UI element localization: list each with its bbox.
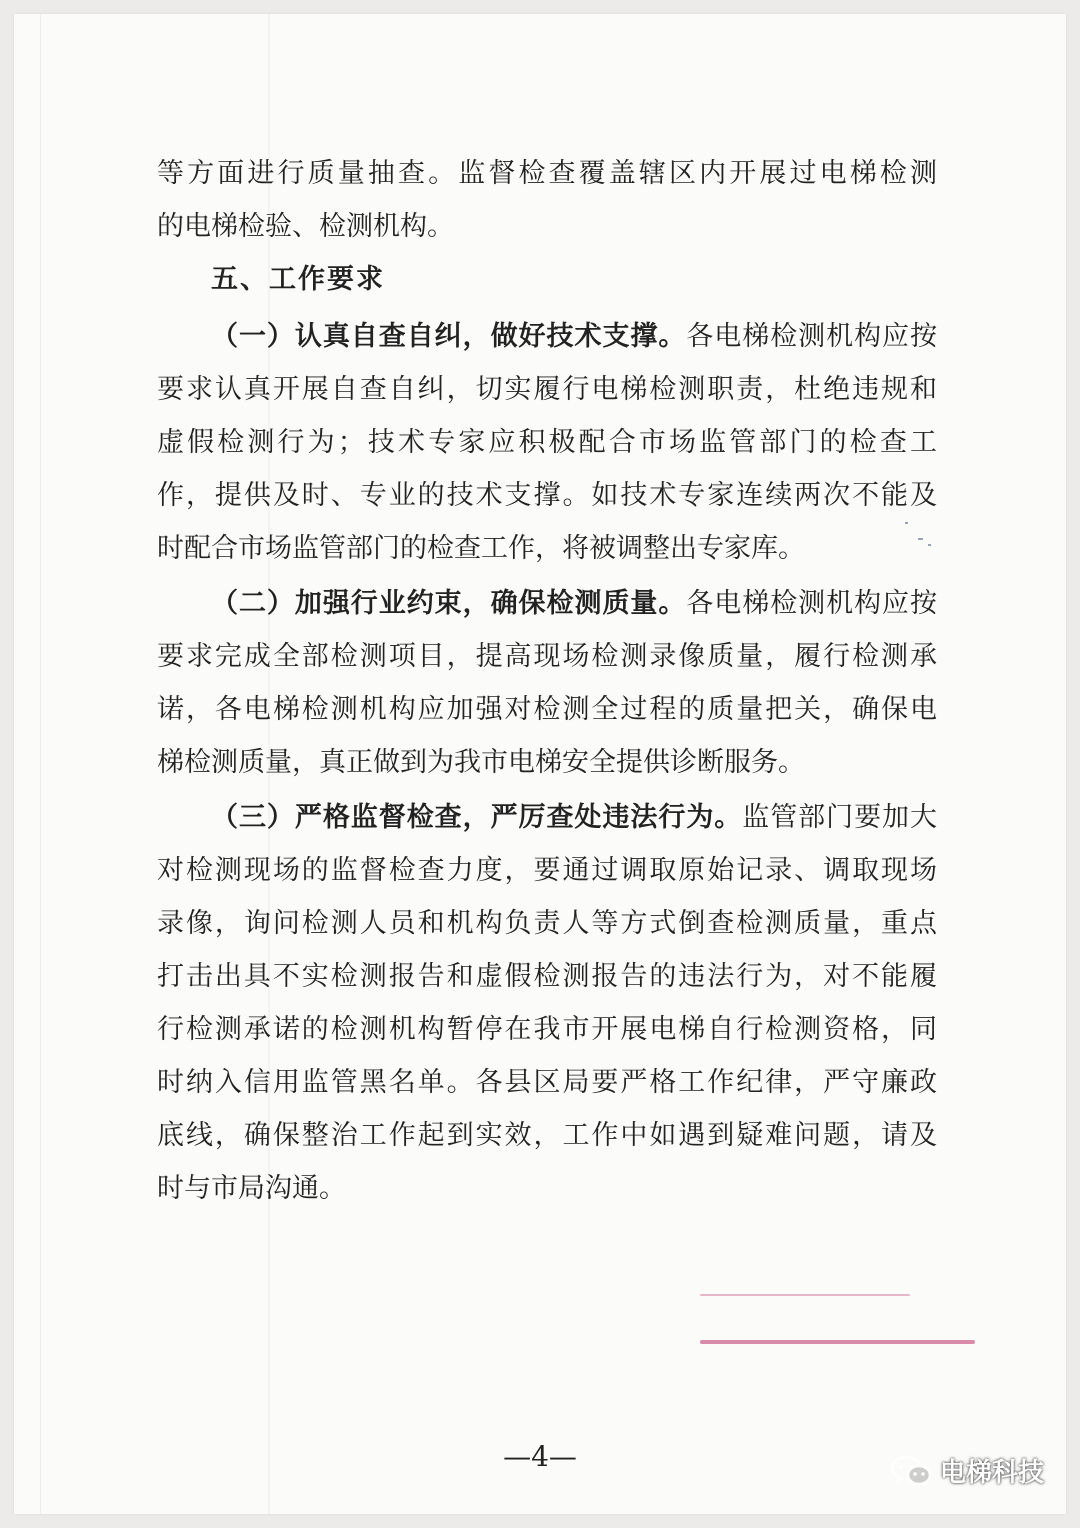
paragraph-line: 打击出具不实检测报告和虚假检测报告的违法行为，对不能履 — [157, 961, 937, 992]
paragraph-line: 时配合市场监管部门的检查工作，将被调整出专家库。 — [157, 533, 805, 564]
paragraph-line — [157, 586, 937, 622]
page-fold-line — [40, 14, 41, 1514]
paragraph-line: 虚假检测行为；技术专家应积极配合市场监管部门的检查工 — [157, 427, 937, 458]
paragraph-line: 的电梯检验、检测机构。 — [157, 211, 454, 242]
subsection-title: （二）加强行业约束，确保检测质量。 — [211, 588, 687, 619]
paragraph-line: 时纳入信用监管黑名单。各县区局要严格工作纪律，严守廉政 — [157, 1067, 937, 1098]
paragraph-line: 诺，各电梯检测机构应加强对检测全过程的质量把关，确保电 — [157, 694, 937, 725]
paragraph-line: 时与市局沟通。 — [157, 1173, 346, 1204]
paragraph-line: 作，提供及时、专业的技术支撑。如技术专家连续两次不能及 — [157, 480, 937, 511]
paragraph-text: 各电梯检测机构应按 — [686, 588, 938, 619]
section-heading: 五、工作要求 — [211, 264, 385, 295]
seal-bleed-line — [700, 1340, 975, 1344]
paragraph-text: 监管部门要加大 — [742, 802, 938, 833]
paragraph-line: 对检测现场的监督检查力度，要通过调取原始记录、调取现场 — [157, 855, 937, 886]
paragraph-line — [157, 800, 937, 836]
subsection-title: （三）严格监督检查，严厉查处违法行为。 — [211, 802, 743, 833]
page-number: —4— — [503, 1440, 577, 1473]
paragraph-line: 行检测承诺的检测机构暂停在我市开展电梯自行检测资格，同 — [157, 1014, 937, 1045]
paragraph-text: 各电梯检测机构应按 — [686, 321, 938, 352]
paragraph-line: 底线，确保整治工作起到实效，工作中如遇到疑难问题，请及 — [157, 1120, 937, 1151]
paragraph-line: 梯检测质量，真正做到为我市电梯安全提供诊断服务。 — [157, 747, 805, 778]
wechat-icon — [890, 1454, 932, 1488]
paragraph-line: 要求认真开展自查自纠，切实履行电梯检测职责，杜绝违规和 — [157, 374, 937, 405]
paragraph-line — [157, 319, 937, 355]
scan-speck — [928, 544, 931, 546]
watermark-text: 电梯科技 — [940, 1458, 1045, 1488]
wechat-watermark — [890, 1452, 1044, 1489]
paragraph-line: 等方面进行质量抽查。监督检查覆盖辖区内开展过电梯检测 — [157, 158, 937, 189]
subsection-title: （一）认真自查自纠，做好技术支撑。 — [211, 321, 687, 352]
scan-speck — [905, 522, 908, 524]
scan-speck — [918, 538, 923, 540]
paragraph-line: 要求完成全部检测项目，提高现场检测录像质量，履行检测承 — [157, 641, 937, 672]
paragraph-line: 录像，询问检测人员和机构负责人等方式倒查检测质量，重点 — [157, 908, 937, 939]
seal-bleed-line — [700, 1294, 910, 1296]
